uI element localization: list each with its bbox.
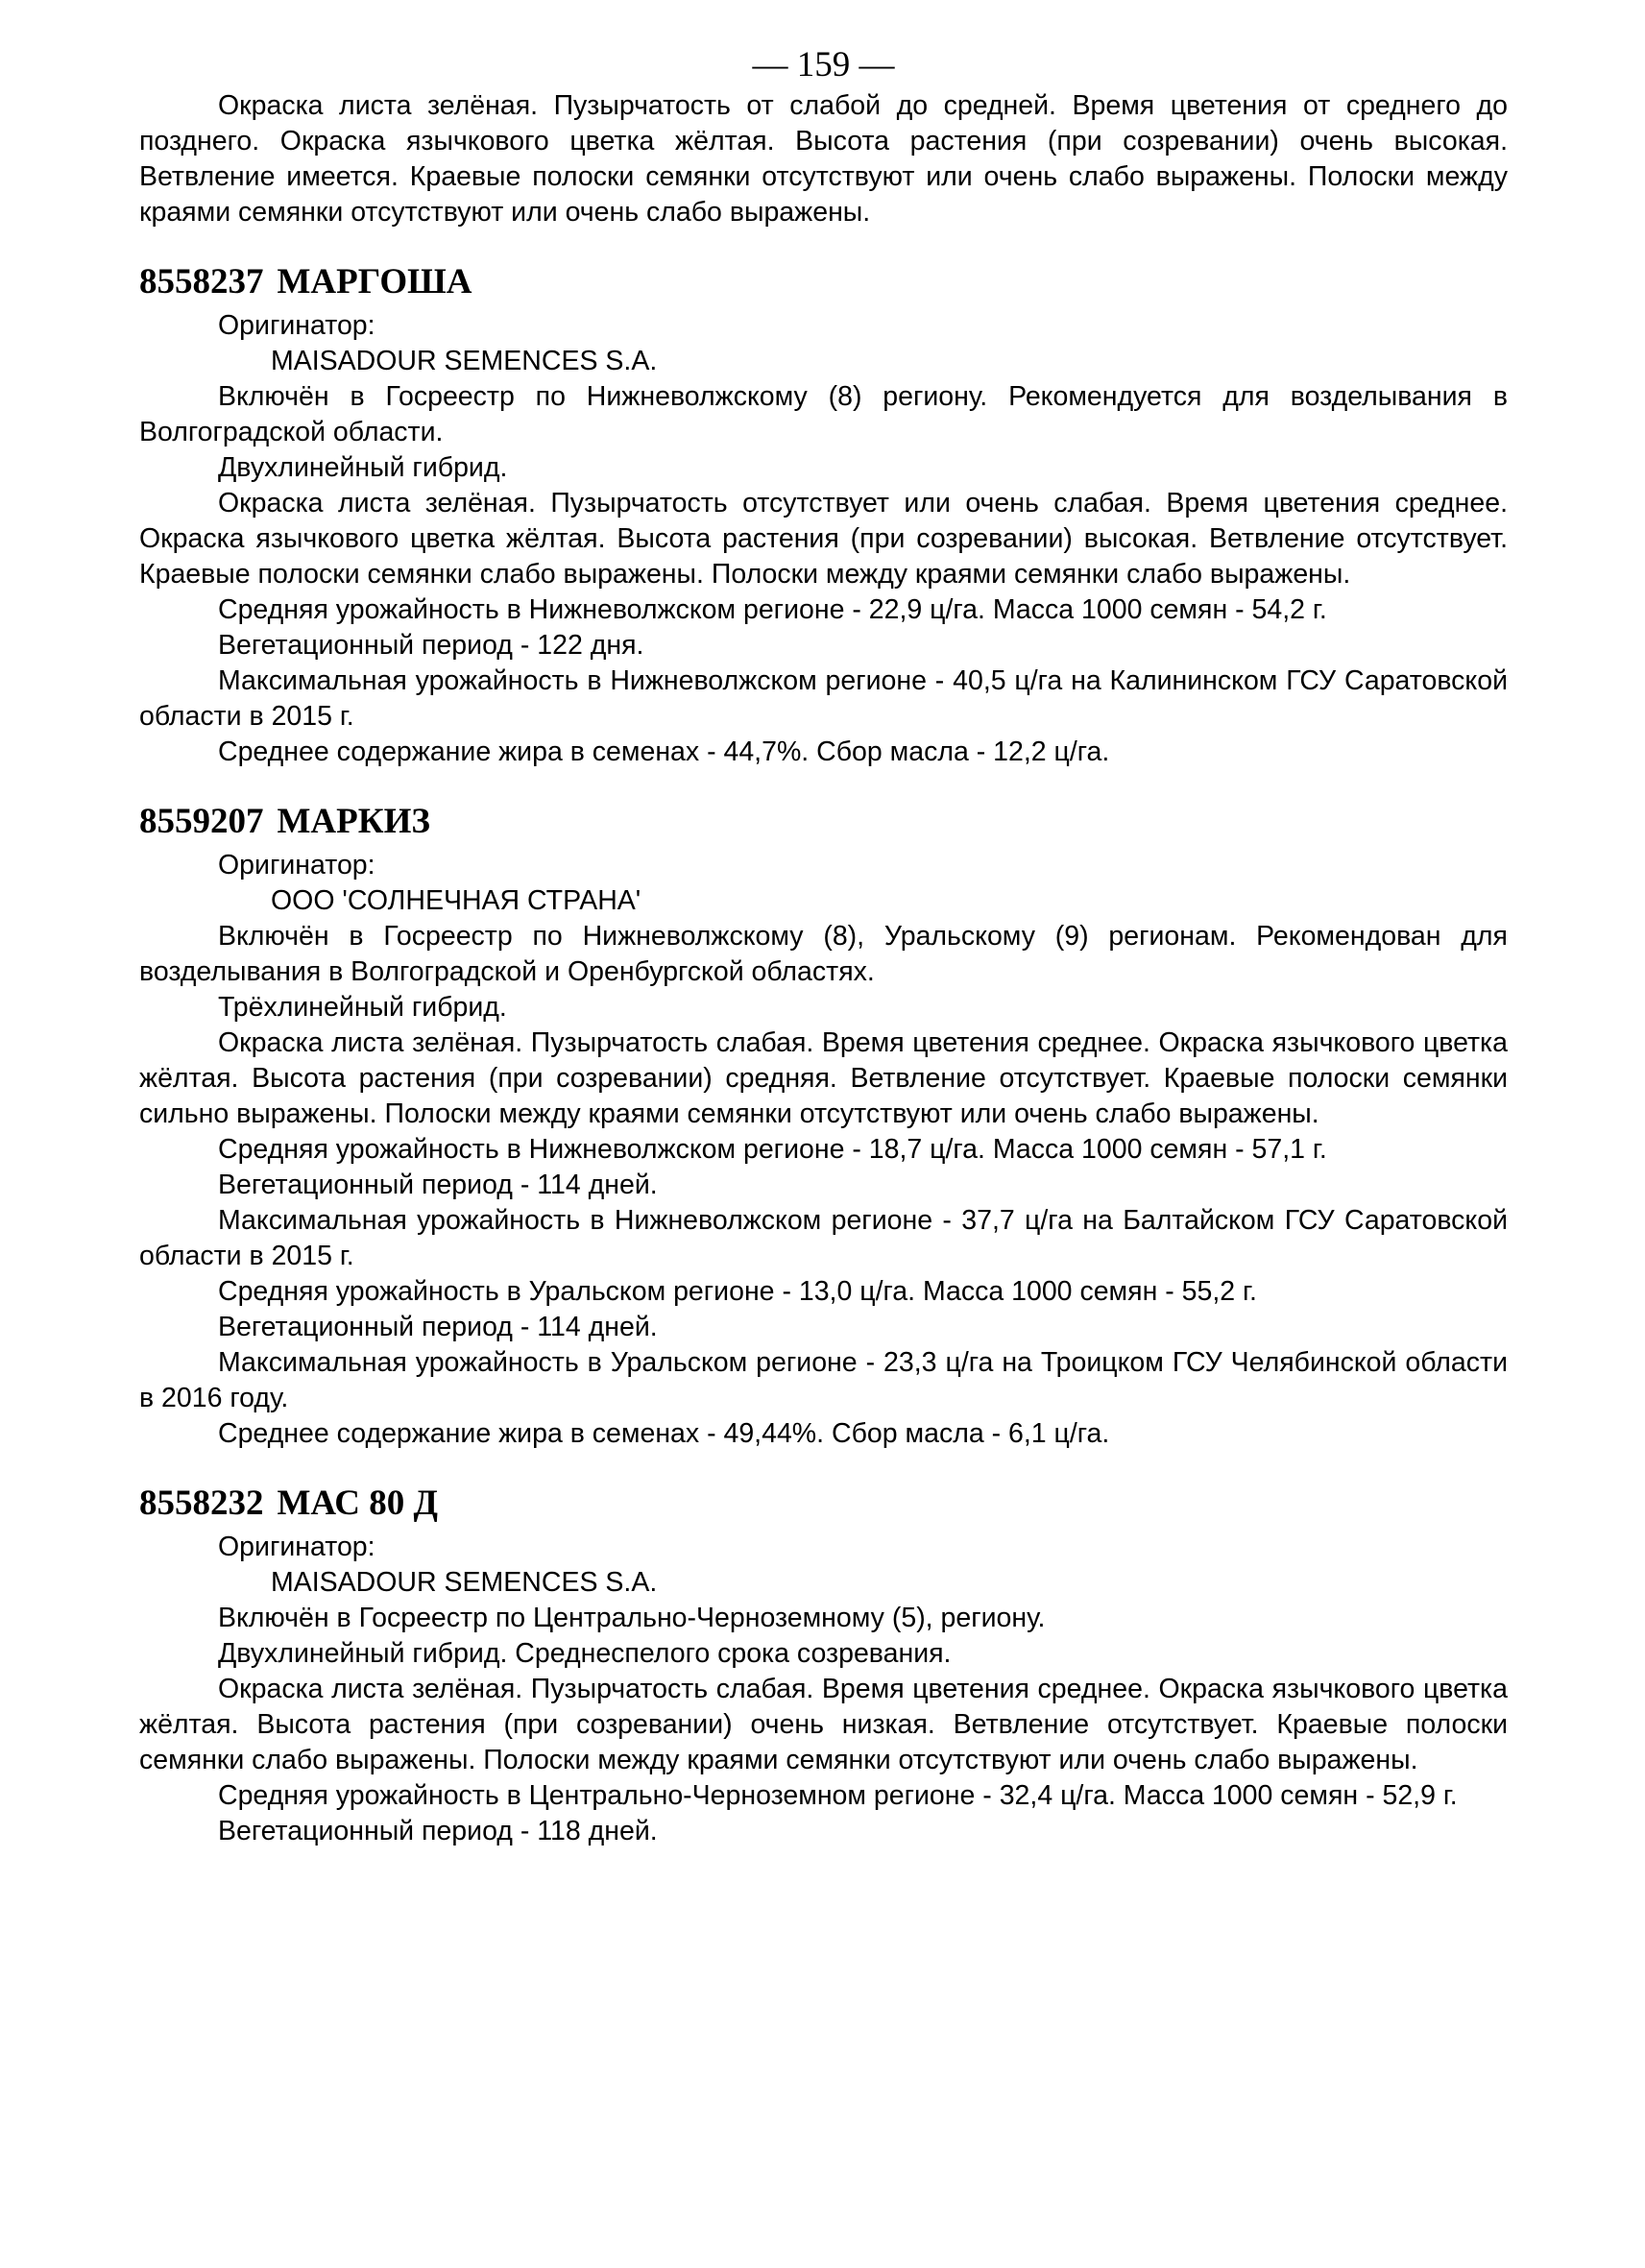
page-number: — 159 — <box>752 45 895 84</box>
entry-paragraph: Средняя урожайность в Нижневолжском регионе - 22,9 ц/га. Масса 1000 семян - 54,2 г. <box>218 594 1327 625</box>
entry-paragraph: Вегетационный период - 122 дня. <box>218 630 644 661</box>
entry-paragraph: Двухлинейный гибрид. Среднеспелого срока созревания. <box>218 1638 952 1669</box>
entry-paragraph: Средняя урожайность в Уральском регионе - 13,0 ц/га. Масса 1000 семян - 55,2 г. <box>218 1276 1257 1307</box>
document-page <box>139 46 1508 1849</box>
entry-paragraph: Средняя урожайность в Центрально-Черноземном регионе - 32,4 ц/га. Масса 1000 семян - 52,9 г. <box>218 1780 1458 1811</box>
originator-name: MAISADOUR SEMENCES S.A. <box>271 1567 658 1598</box>
entry-paragraph: Средняя урожайность в Нижневолжском регионе - 18,7 ц/га. Масса 1000 семян - 57,1 г. <box>218 1134 1327 1165</box>
originator-label: Оригинатор: <box>218 850 375 881</box>
entry-name: МАС 80 Д <box>277 1484 438 1523</box>
entry-heading <box>139 230 1508 308</box>
entry-heading <box>139 770 1508 848</box>
entry-paragraph: Окраска листа зелёная. Пузырчатость отсутствует или очень слабая. Время цветения среднее. Окраска язычкового цветка жёлтая. Высота растения (при созревании) высокая. Ветвление отсутствует. Краевые полоски семянки слабо выражены. Полоски между краями семянки слабо выражены. <box>139 488 1508 590</box>
entry-paragraph: Двухлинейный гибрид. <box>218 452 508 483</box>
entry-paragraph: Окраска листа зелёная. Пузырчатость слабая. Время цветения среднее. Окраска язычкового цветка жёлтая. Высота растения (при созревании) средняя. Ветвление отсутствует. Краевые полоски семянки сильно выражены. Полоски между краями семянки отсутствуют или очень слабо выражены. <box>139 1027 1508 1129</box>
entry-paragraph: Максимальная урожайность в Нижневолжском регионе - 37,7 ц/га на Балтайском ГСУ Саратовской области в 2015 г. <box>139 1205 1508 1271</box>
entry-paragraph: Включён в Госреестр по Центрально-Черноземному (5), региону. <box>218 1603 1046 1633</box>
entry-paragraph: Максимальная урожайность в Уральском регионе - 23,3 ц/га на Троицком ГСУ Челябинской области в 2016 году. <box>139 1347 1508 1413</box>
entry-paragraph: Среднее содержание жира в семенах - 49,44%. Сбор масла - 6,1 ц/га. <box>218 1418 1110 1449</box>
entry-heading <box>139 1452 1508 1530</box>
originator-label: Оригинатор: <box>218 310 375 341</box>
entry-paragraph: Окраска листа зелёная. Пузырчатость слабая. Время цветения среднее. Окраска язычкового цветка жёлтая. Высота растения (при созревании) очень низкая. Ветвление отсутствует. Краевые полоски семянки слабо выражены. Полоски между краями семянки отсутствуют или очень слабо выражены. <box>139 1674 1508 1775</box>
originator-label: Оригинатор: <box>218 1532 375 1562</box>
entry-paragraph: Среднее содержание жира в семенах - 44,7%. Сбор масла - 12,2 ц/га. <box>218 736 1110 767</box>
variety-entry-markiz <box>139 770 1508 1452</box>
entry-paragraph: Включён в Госреестр по Нижневолжскому (8), Уральскому (9) регионам. Рекомендован для возделывания в Волгоградской и Оренбургской областях. <box>139 921 1508 987</box>
variety-entry-mas-80-d <box>139 1452 1508 1849</box>
entry-name: МАРГОША <box>277 262 472 302</box>
entry-paragraph: Вегетационный период - 114 дней. <box>218 1170 658 1200</box>
entry-paragraph: Вегетационный период - 114 дней. <box>218 1312 658 1342</box>
entry-name: МАРКИЗ <box>277 802 430 841</box>
entry-code: 8559207 <box>139 802 264 841</box>
variety-entry-margosha <box>139 230 1508 770</box>
entry-paragraph: Трёхлинейный гибрид. <box>218 992 507 1023</box>
entry-paragraph: Вегетационный период - 118 дней. <box>218 1816 658 1846</box>
entry-paragraph: Включён в Госреестр по Нижневолжскому (8) региону. Рекомендуется для возделывания в Волгоградской области. <box>139 381 1508 447</box>
entry-code: 8558237 <box>139 262 264 302</box>
entry-code: 8558232 <box>139 1484 264 1523</box>
originator-name: MAISADOUR SEMENCES S.A. <box>271 346 658 376</box>
entry-paragraph: Максимальная урожайность в Нижневолжском регионе - 40,5 ц/га на Калининском ГСУ Саратовской области в 2015 г. <box>139 665 1508 732</box>
intro-paragraph: Окраска листа зелёная. Пузырчатость от слабой до средней. Время цветения от среднего до позднего. Окраска язычкового цветка жёлтая. Высота растения (при созревании) очень высокая. Ветвление имеется. Краевые полоски семянки отсутствуют или очень слабо выражены. Полоски между краями семянки отсутствуют или очень слабо выражены. <box>139 90 1508 228</box>
originator-name: ООО 'СОЛНЕЧНАЯ СТРАНА' <box>271 885 641 916</box>
